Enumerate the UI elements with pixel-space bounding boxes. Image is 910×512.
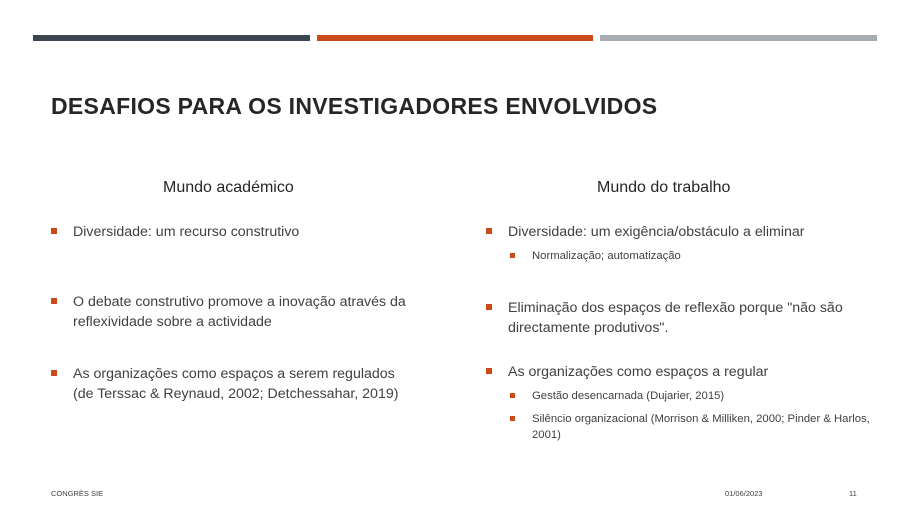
slide-title: DESAFIOS PARA OS INVESTIGADORES ENVOLVIDOS [51, 93, 658, 119]
left-bullet-1: Diversidade: um recurso construtivo [51, 222, 413, 242]
footer-event-name: CONGRÈS SIE [51, 489, 104, 498]
right-bullet-3-sub-2: Silêncio organizacional (Morrison & Milliken, 2000; Pinder & Harlos, 2001) [510, 411, 888, 443]
right-bullet-1: Diversidade: um exigência/obstáculo a eliminar [486, 222, 888, 242]
left-column-heading: Mundo académico [163, 179, 294, 196]
top-accent-bar-dark [33, 35, 310, 41]
footer-date: 01/06/2023 [725, 489, 763, 498]
left-bullet-2: O debate construtivo promove a inovação através da reflexividade sobre a actividade [51, 292, 418, 332]
left-bullet-3: As organizações como espaços a serem regulados (de Terssac & Reynaud, 2002; Detchessahar, 2019) [51, 364, 418, 404]
top-accent-bar-orange [317, 35, 593, 41]
right-column-heading: Mundo do trabalho [597, 179, 731, 196]
right-bullet-3: As organizações como espaços a regular [486, 362, 888, 382]
right-bullet-2: Eliminação dos espaços de reflexão porque "não são directamente produtivos". [486, 298, 878, 338]
top-accent-bar-gray [600, 35, 877, 41]
footer-page-number: 11 [849, 489, 857, 498]
right-bullet-3-sub-1: Gestão desencarnada (Dujarier, 2015) [510, 388, 888, 404]
right-bullet-1-sub-1: Normalização; automatização [510, 248, 888, 264]
